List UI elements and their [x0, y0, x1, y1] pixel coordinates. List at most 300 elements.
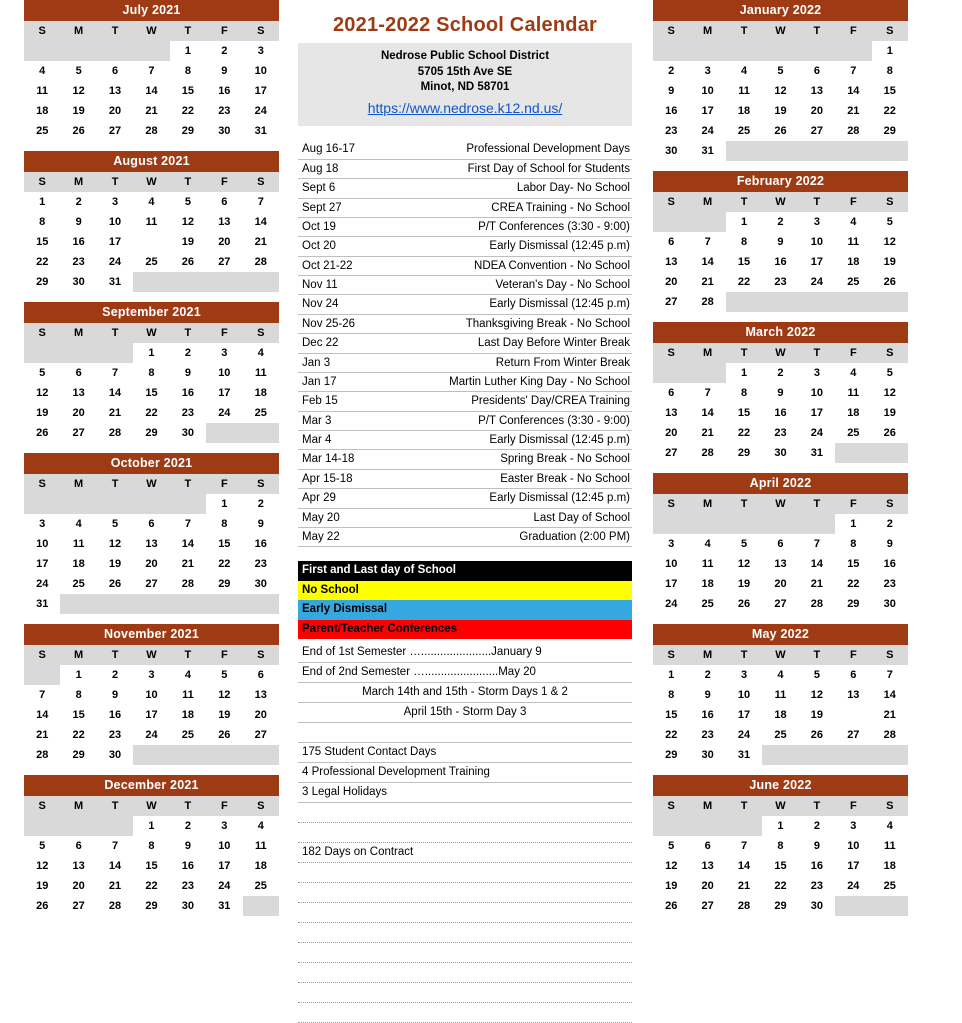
day-cell[interactable]: 30: [243, 574, 279, 594]
day-cell[interactable]: 7: [170, 514, 206, 534]
day-cell[interactable]: 29: [653, 745, 689, 765]
day-cell[interactable]: 21: [24, 725, 60, 745]
day-cell[interactable]: 13: [653, 252, 689, 272]
day-cell[interactable]: 26: [206, 725, 242, 745]
day-cell[interactable]: 5: [24, 836, 60, 856]
day-cell[interactable]: 14: [872, 685, 908, 705]
day-cell[interactable]: 27: [243, 725, 279, 745]
day-cell[interactable]: 8: [24, 212, 60, 232]
day-cell[interactable]: 20: [799, 101, 835, 121]
district-website-link[interactable]: https://www.nedrose.k12.nd.us/: [367, 99, 563, 116]
day-cell[interactable]: 6: [653, 383, 689, 403]
day-cell[interactable]: 27: [60, 423, 96, 443]
day-cell[interactable]: 4: [243, 343, 279, 363]
day-cell[interactable]: 14: [97, 856, 133, 876]
day-cell[interactable]: 5: [762, 61, 798, 81]
day-cell[interactable]: 6: [60, 836, 96, 856]
day-cell[interactable]: 5: [726, 534, 762, 554]
day-cell[interactable]: 17: [133, 705, 169, 725]
day-cell[interactable]: 15: [653, 705, 689, 725]
day-cell[interactable]: 22: [24, 252, 60, 272]
day-cell[interactable]: 15: [60, 705, 96, 725]
day-cell[interactable]: 8: [60, 685, 96, 705]
day-cell[interactable]: 9: [762, 383, 798, 403]
day-cell[interactable]: 21: [689, 423, 725, 443]
day-cell[interactable]: 9: [170, 836, 206, 856]
day-cell[interactable]: 22: [206, 554, 242, 574]
day-cell[interactable]: 16: [872, 554, 908, 574]
day-cell[interactable]: 6: [60, 363, 96, 383]
day-cell[interactable]: 29: [133, 423, 169, 443]
day-cell[interactable]: 6: [835, 665, 871, 685]
day-cell[interactable]: 22: [726, 272, 762, 292]
day-cell[interactable]: 16: [653, 101, 689, 121]
day-cell[interactable]: 1: [835, 514, 871, 534]
day-cell[interactable]: 31: [799, 443, 835, 463]
day-cell[interactable]: 2: [689, 665, 725, 685]
day-cell[interactable]: 15: [133, 383, 169, 403]
day-cell[interactable]: 3: [243, 41, 279, 61]
day-cell[interactable]: 6: [762, 534, 798, 554]
day-cell[interactable]: 13: [762, 554, 798, 574]
day-cell[interactable]: 22: [762, 876, 798, 896]
day-cell[interactable]: 21: [689, 272, 725, 292]
day-cell[interactable]: 27: [689, 896, 725, 916]
day-cell[interactable]: 19: [97, 554, 133, 574]
day-cell[interactable]: 24: [24, 574, 60, 594]
day-cell[interactable]: 12: [653, 856, 689, 876]
day-cell[interactable]: 24: [243, 101, 279, 121]
day-cell[interactable]: 8: [872, 61, 908, 81]
day-cell[interactable]: 28: [872, 725, 908, 745]
day-cell[interactable]: 30: [170, 896, 206, 916]
day-cell[interactable]: 6: [689, 836, 725, 856]
day-cell[interactable]: 6: [206, 192, 242, 212]
day-cell[interactable]: 26: [653, 896, 689, 916]
day-cell[interactable]: 18: [762, 705, 798, 725]
day-cell[interactable]: 31: [97, 272, 133, 292]
day-cell[interactable]: 4: [835, 212, 871, 232]
day-cell[interactable]: 16: [60, 232, 96, 252]
day-cell[interactable]: 27: [835, 725, 871, 745]
day-cell[interactable]: 23: [170, 876, 206, 896]
day-cell[interactable]: 3: [835, 816, 871, 836]
day-cell[interactable]: 19: [872, 403, 908, 423]
day-cell[interactable]: 27: [97, 121, 133, 141]
day-cell[interactable]: 14: [689, 252, 725, 272]
day-cell[interactable]: 2: [799, 816, 835, 836]
day-cell[interactable]: 23: [170, 403, 206, 423]
day-cell[interactable]: 7: [97, 363, 133, 383]
day-cell[interactable]: 25: [243, 876, 279, 896]
day-cell[interactable]: 9: [872, 534, 908, 554]
day-cell[interactable]: 11: [689, 554, 725, 574]
day-cell[interactable]: 27: [653, 292, 689, 312]
day-cell[interactable]: 19: [762, 101, 798, 121]
day-cell[interactable]: 29: [60, 745, 96, 765]
day-cell[interactable]: 25: [243, 403, 279, 423]
day-cell[interactable]: 5: [170, 192, 206, 212]
day-cell[interactable]: 11: [243, 836, 279, 856]
day-cell[interactable]: 20: [206, 232, 242, 252]
day-cell[interactable]: 25: [689, 594, 725, 614]
day-cell[interactable]: 24: [726, 725, 762, 745]
day-cell[interactable]: 26: [726, 594, 762, 614]
day-cell[interactable]: 15: [872, 81, 908, 101]
day-cell[interactable]: 24: [799, 272, 835, 292]
day-cell[interactable]: 2: [97, 665, 133, 685]
day-cell[interactable]: 19: [24, 876, 60, 896]
day-cell[interactable]: 18: [24, 101, 60, 121]
day-cell[interactable]: 5: [206, 665, 242, 685]
day-cell[interactable]: 16: [762, 252, 798, 272]
day-cell[interactable]: 15: [726, 403, 762, 423]
day-cell[interactable]: 26: [170, 252, 206, 272]
day-cell[interactable]: 21: [133, 101, 169, 121]
day-cell[interactable]: 1: [726, 212, 762, 232]
day-cell[interactable]: 9: [170, 363, 206, 383]
day-cell[interactable]: 23: [762, 272, 798, 292]
day-cell[interactable]: 7: [726, 836, 762, 856]
day-cell[interactable]: 13: [799, 81, 835, 101]
day-cell[interactable]: 4: [24, 61, 60, 81]
day-cell[interactable]: 27: [762, 594, 798, 614]
day-cell[interactable]: 27: [799, 121, 835, 141]
day-cell[interactable]: 24: [97, 252, 133, 272]
day-cell[interactable]: 24: [799, 423, 835, 443]
day-cell[interactable]: 8: [726, 232, 762, 252]
day-cell[interactable]: 4: [243, 816, 279, 836]
day-cell[interactable]: 5: [97, 514, 133, 534]
day-cell[interactable]: 12: [799, 685, 835, 705]
day-cell[interactable]: 31: [726, 745, 762, 765]
day-cell[interactable]: 9: [689, 685, 725, 705]
day-cell[interactable]: 26: [872, 423, 908, 443]
day-cell[interactable]: 24: [689, 121, 725, 141]
day-cell[interactable]: 12: [24, 383, 60, 403]
day-cell[interactable]: 7: [689, 232, 725, 252]
day-cell[interactable]: 18: [60, 554, 96, 574]
day-cell[interactable]: 20: [60, 876, 96, 896]
day-cell[interactable]: 21: [799, 574, 835, 594]
day-cell[interactable]: 8: [170, 61, 206, 81]
day-cell[interactable]: 15: [170, 81, 206, 101]
day-cell[interactable]: 4: [762, 665, 798, 685]
day-cell[interactable]: 22: [835, 574, 871, 594]
day-cell[interactable]: 3: [97, 192, 133, 212]
day-cell[interactable]: 26: [24, 896, 60, 916]
day-cell[interactable]: 19: [24, 403, 60, 423]
day-cell[interactable]: 20: [133, 554, 169, 574]
day-cell[interactable]: 4: [60, 514, 96, 534]
day-cell[interactable]: 12: [726, 554, 762, 574]
day-cell[interactable]: 14: [799, 554, 835, 574]
day-cell[interactable]: 12: [97, 534, 133, 554]
day-cell[interactable]: 25: [726, 121, 762, 141]
day-cell[interactable]: 25: [872, 876, 908, 896]
day-cell[interactable]: 27: [60, 896, 96, 916]
day-cell[interactable]: 21: [243, 232, 279, 252]
day-cell[interactable]: 5: [872, 212, 908, 232]
day-cell[interactable]: 9: [762, 232, 798, 252]
day-cell[interactable]: 7: [799, 534, 835, 554]
day-cell[interactable]: 17: [206, 383, 242, 403]
day-cell[interactable]: 14: [726, 856, 762, 876]
day-cell[interactable]: 25: [133, 252, 169, 272]
day-cell[interactable]: 28: [689, 292, 725, 312]
day-cell[interactable]: 1: [653, 665, 689, 685]
day-cell[interactable]: 1: [60, 665, 96, 685]
day-cell[interactable]: 18: [243, 383, 279, 403]
day-cell[interactable]: 29: [206, 574, 242, 594]
day-cell[interactable]: 11: [133, 212, 169, 232]
day-cell[interactable]: 31: [24, 594, 60, 614]
day-cell[interactable]: 2: [762, 212, 798, 232]
day-cell[interactable]: 25: [24, 121, 60, 141]
day-cell[interactable]: 12: [762, 81, 798, 101]
day-cell[interactable]: 14: [133, 81, 169, 101]
day-cell[interactable]: 30: [60, 272, 96, 292]
day-cell[interactable]: 8: [762, 836, 798, 856]
day-cell[interactable]: 7: [835, 61, 871, 81]
day-cell[interactable]: 23: [243, 554, 279, 574]
day-cell[interactable]: 28: [97, 896, 133, 916]
day-cell[interactable]: 13: [60, 383, 96, 403]
day-cell[interactable]: 2: [872, 514, 908, 534]
day-cell[interactable]: 3: [726, 665, 762, 685]
day-cell[interactable]: 27: [133, 574, 169, 594]
day-cell[interactable]: 7: [133, 61, 169, 81]
day-cell[interactable]: 7: [243, 192, 279, 212]
day-cell[interactable]: 4: [726, 61, 762, 81]
day-cell[interactable]: 12: [60, 81, 96, 101]
day-cell[interactable]: 17: [24, 554, 60, 574]
day-cell[interactable]: 2: [206, 41, 242, 61]
day-cell[interactable]: 1: [133, 343, 169, 363]
day-cell[interactable]: 16: [762, 403, 798, 423]
day-cell[interactable]: 1: [170, 41, 206, 61]
day-cell[interactable]: 16: [206, 81, 242, 101]
day-cell[interactable]: 29: [170, 121, 206, 141]
day-cell[interactable]: 2: [170, 816, 206, 836]
day-cell[interactable]: 23: [60, 252, 96, 272]
day-cell[interactable]: 23: [799, 876, 835, 896]
day-cell[interactable]: 30: [97, 745, 133, 765]
day-cell[interactable]: 14: [835, 81, 871, 101]
day-cell[interactable]: 24: [133, 725, 169, 745]
day-cell[interactable]: 23: [762, 423, 798, 443]
day-cell[interactable]: 18: [243, 856, 279, 876]
day-cell[interactable]: 20: [60, 403, 96, 423]
day-cell[interactable]: 12: [206, 685, 242, 705]
day-cell[interactable]: 10: [243, 61, 279, 81]
day-cell[interactable]: 13: [133, 534, 169, 554]
day-cell[interactable]: 27: [653, 443, 689, 463]
day-cell[interactable]: 11: [24, 81, 60, 101]
day-cell[interactable]: 31: [243, 121, 279, 141]
day-cell[interactable]: 14: [24, 705, 60, 725]
day-cell[interactable]: 12: [872, 383, 908, 403]
day-cell[interactable]: 10: [206, 836, 242, 856]
day-cell[interactable]: 13: [653, 403, 689, 423]
day-cell[interactable]: 18: [872, 856, 908, 876]
day-cell[interactable]: 1: [872, 41, 908, 61]
day-cell[interactable]: 25: [835, 272, 871, 292]
day-cell[interactable]: 11: [835, 383, 871, 403]
day-cell[interactable]: 30: [799, 896, 835, 916]
day-cell[interactable]: 23: [872, 574, 908, 594]
day-cell[interactable]: 18: [726, 101, 762, 121]
day-cell[interactable]: 19: [653, 876, 689, 896]
day-cell[interactable]: 8: [133, 363, 169, 383]
day-cell[interactable]: 1: [133, 816, 169, 836]
day-cell[interactable]: 6: [133, 514, 169, 534]
day-cell[interactable]: 13: [206, 212, 242, 232]
day-cell[interactable]: 28: [97, 423, 133, 443]
day-cell[interactable]: 19: [170, 232, 206, 252]
day-cell[interactable]: 10: [799, 232, 835, 252]
day-cell[interactable]: 27: [206, 252, 242, 272]
day-cell[interactable]: 19: [726, 574, 762, 594]
day-cell[interactable]: 11: [726, 81, 762, 101]
day-cell[interactable]: 1: [726, 363, 762, 383]
day-cell[interactable]: 26: [97, 574, 133, 594]
day-cell[interactable]: 11: [762, 685, 798, 705]
day-cell[interactable]: 12: [24, 856, 60, 876]
day-cell[interactable]: 16: [170, 383, 206, 403]
day-cell[interactable]: 21: [835, 101, 871, 121]
day-cell[interactable]: 8: [133, 836, 169, 856]
day-cell[interactable]: 17: [206, 856, 242, 876]
day-cell[interactable]: 26: [799, 725, 835, 745]
day-cell[interactable]: 16: [689, 705, 725, 725]
day-cell[interactable]: 10: [835, 836, 871, 856]
day-cell[interactable]: 5: [24, 363, 60, 383]
day-cell[interactable]: 26: [762, 121, 798, 141]
day-cell[interactable]: 26: [60, 121, 96, 141]
day-cell[interactable]: 5: [653, 836, 689, 856]
day-cell[interactable]: 22: [726, 423, 762, 443]
day-cell[interactable]: 3: [133, 665, 169, 685]
day-cell[interactable]: 31: [206, 896, 242, 916]
day-cell[interactable]: 10: [653, 554, 689, 574]
day-cell[interactable]: 9: [206, 61, 242, 81]
day-cell[interactable]: 22: [60, 725, 96, 745]
day-cell[interactable]: 18: [170, 705, 206, 725]
day-cell[interactable]: 6: [97, 61, 133, 81]
day-cell[interactable]: 25: [762, 725, 798, 745]
day-cell[interactable]: 2: [60, 192, 96, 212]
day-cell[interactable]: 17: [653, 574, 689, 594]
day-cell[interactable]: 4: [872, 816, 908, 836]
day-cell[interactable]: 18: [133, 232, 169, 252]
day-cell[interactable]: 4: [133, 192, 169, 212]
day-cell[interactable]: 13: [689, 856, 725, 876]
day-cell[interactable]: 12: [170, 212, 206, 232]
day-cell[interactable]: 16: [243, 534, 279, 554]
day-cell[interactable]: 6: [243, 665, 279, 685]
day-cell[interactable]: 12: [872, 232, 908, 252]
day-cell[interactable]: 6: [653, 232, 689, 252]
day-cell[interactable]: 21: [872, 705, 908, 725]
day-cell[interactable]: 17: [799, 252, 835, 272]
day-cell[interactable]: 29: [762, 896, 798, 916]
day-cell[interactable]: 30: [170, 423, 206, 443]
day-cell[interactable]: 10: [206, 363, 242, 383]
day-cell[interactable]: 19: [872, 252, 908, 272]
day-cell[interactable]: 17: [689, 101, 725, 121]
day-cell[interactable]: 9: [97, 685, 133, 705]
day-cell[interactable]: 3: [653, 534, 689, 554]
day-cell[interactable]: 9: [653, 81, 689, 101]
day-cell[interactable]: 3: [206, 343, 242, 363]
day-cell[interactable]: 3: [689, 61, 725, 81]
day-cell[interactable]: 4: [835, 363, 871, 383]
day-cell[interactable]: 18: [689, 574, 725, 594]
day-cell[interactable]: 30: [872, 594, 908, 614]
day-cell[interactable]: 23: [206, 101, 242, 121]
day-cell[interactable]: 14: [243, 212, 279, 232]
day-cell[interactable]: 29: [835, 594, 871, 614]
day-cell[interactable]: 15: [726, 252, 762, 272]
day-cell[interactable]: 28: [243, 252, 279, 272]
day-cell[interactable]: 11: [60, 534, 96, 554]
day-cell[interactable]: 20: [689, 876, 725, 896]
day-cell[interactable]: 10: [726, 685, 762, 705]
day-cell[interactable]: 28: [170, 574, 206, 594]
day-cell[interactable]: 15: [24, 232, 60, 252]
day-cell[interactable]: 15: [835, 554, 871, 574]
day-cell[interactable]: 21: [97, 876, 133, 896]
day-cell[interactable]: 5: [872, 363, 908, 383]
day-cell[interactable]: 24: [653, 594, 689, 614]
day-cell[interactable]: 31: [689, 141, 725, 161]
day-cell[interactable]: 22: [653, 725, 689, 745]
day-cell[interactable]: 17: [835, 856, 871, 876]
day-cell[interactable]: 6: [799, 61, 835, 81]
day-cell[interactable]: 20: [243, 705, 279, 725]
day-cell[interactable]: 10: [97, 212, 133, 232]
day-cell[interactable]: 14: [97, 383, 133, 403]
day-cell[interactable]: 25: [170, 725, 206, 745]
day-cell[interactable]: 25: [835, 423, 871, 443]
day-cell[interactable]: 30: [653, 141, 689, 161]
day-cell[interactable]: 1: [206, 494, 242, 514]
day-cell[interactable]: 8: [653, 685, 689, 705]
day-cell[interactable]: 29: [133, 896, 169, 916]
day-cell[interactable]: 24: [206, 403, 242, 423]
day-cell[interactable]: 11: [170, 685, 206, 705]
day-cell[interactable]: 21: [726, 876, 762, 896]
day-cell[interactable]: 23: [653, 121, 689, 141]
day-cell[interactable]: 19: [206, 705, 242, 725]
day-cell[interactable]: 15: [762, 856, 798, 876]
day-cell[interactable]: 23: [689, 725, 725, 745]
day-cell[interactable]: 23: [97, 725, 133, 745]
day-cell[interactable]: 21: [170, 554, 206, 574]
day-cell[interactable]: 29: [872, 121, 908, 141]
day-cell[interactable]: 5: [799, 665, 835, 685]
day-cell[interactable]: 29: [726, 443, 762, 463]
day-cell[interactable]: 10: [133, 685, 169, 705]
day-cell[interactable]: 20: [97, 101, 133, 121]
day-cell[interactable]: 13: [60, 856, 96, 876]
day-cell[interactable]: 19: [60, 101, 96, 121]
day-cell[interactable]: 4: [689, 534, 725, 554]
day-cell[interactable]: 24: [206, 876, 242, 896]
day-cell[interactable]: 17: [243, 81, 279, 101]
day-cell[interactable]: 29: [24, 272, 60, 292]
